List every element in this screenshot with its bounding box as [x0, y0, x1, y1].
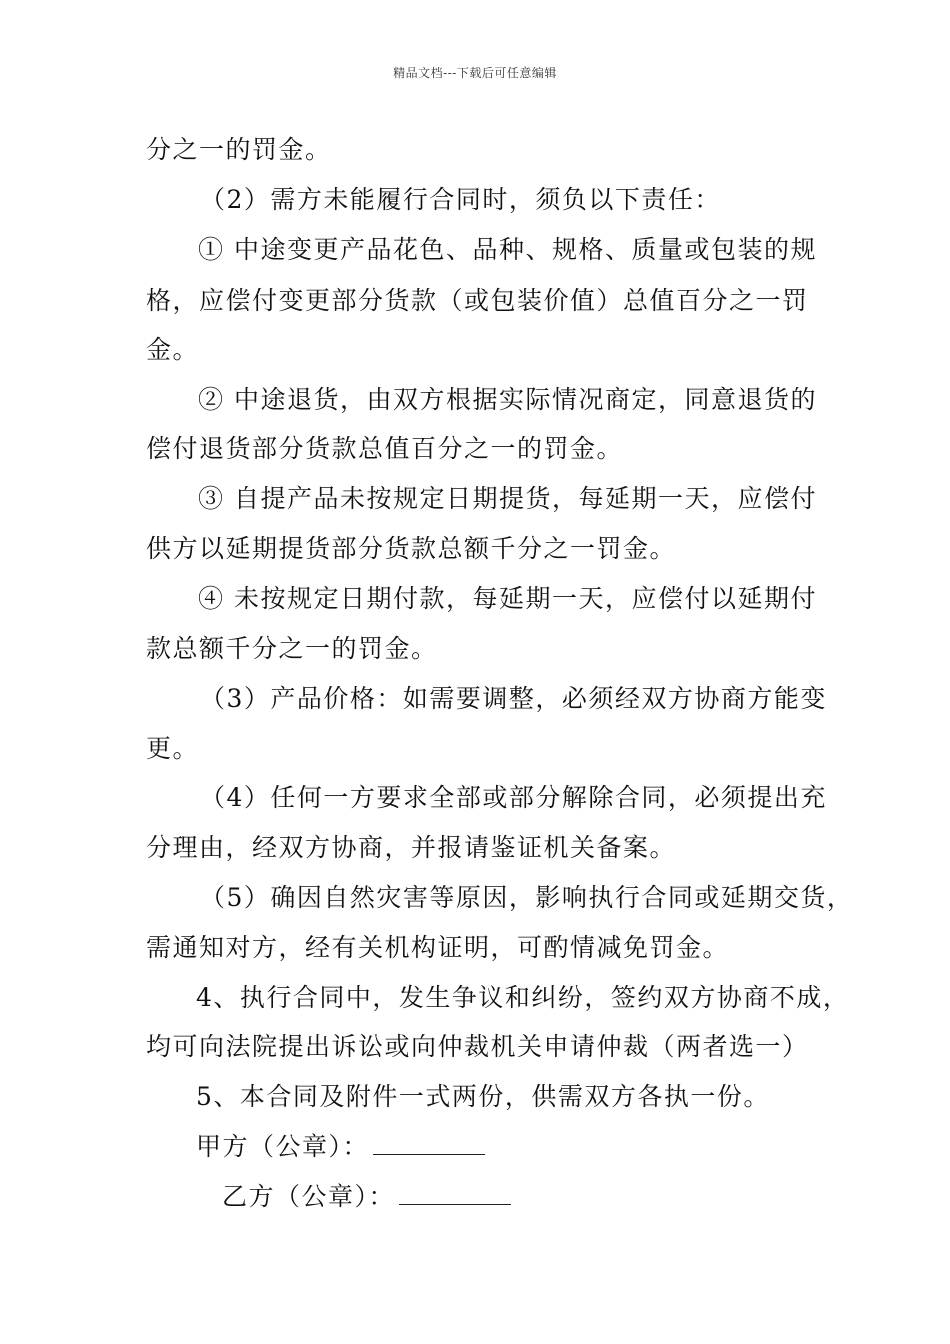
body-line: 金。: [146, 335, 200, 364]
body-line: ② 中途退货，由双方根据实际情况商定，同意退货的: [198, 385, 817, 414]
body-line: 分之一的罚金。: [146, 135, 332, 164]
body-line: （2）需方未能履行合同时，须负以下责任：: [200, 185, 721, 214]
party-a-signature: [196, 1130, 485, 1164]
page-header: 精品文档---下载后可任意编辑: [393, 66, 557, 80]
body-line: 均可向法院提出诉讼或向仲裁机关申请仲裁（两者选一）: [146, 1032, 809, 1061]
body-line: （3）产品价格：如需要调整，必须经双方协商方能变: [200, 684, 827, 713]
party-b-label: 乙方（公章）：: [222, 1182, 396, 1211]
body-line: 供方以延期提货部分货款总额千分之一罚金。: [146, 534, 677, 563]
body-line: 需通知对方，经有关机构证明，可酌情减免罚金。: [146, 933, 730, 962]
party-b-blank: [399, 1182, 511, 1205]
body-line: ① 中途变更产品花色、品种、规格、质量或包装的规: [198, 235, 817, 264]
body-line: 更。: [146, 734, 200, 763]
body-line: 偿付退货部分货款总值百分之一的罚金。: [146, 434, 624, 463]
body-line: ③ 自提产品未按规定日期提货，每延期一天，应偿付: [198, 484, 817, 513]
body-line: （4）任何一方要求全部或部分解除合同，必须提出充: [200, 783, 827, 812]
party-a-blank: [373, 1132, 485, 1155]
body-line: 分理由，经双方协商，并报请鉴证机关备案。: [146, 833, 677, 862]
body-line: 格，应偿付变更部分货款（或包装价值）总值百分之一罚: [146, 286, 809, 315]
body-line: 5、本合同及附件一式两份，供需双方各执一份。: [196, 1082, 770, 1111]
body-line: 款总额千分之一的罚金。: [146, 634, 438, 663]
party-b-signature: [222, 1180, 511, 1214]
party-a-label: 甲方（公章）：: [196, 1132, 370, 1161]
body-line: 4、执行合同中，发生争议和纠纷，签约双方协商不成，: [196, 983, 850, 1012]
body-line: （5）确因自然灾害等原因，影响执行合同或延期交货，: [200, 883, 854, 912]
body-line: ④ 未按规定日期付款，每延期一天，应偿付以延期付: [198, 584, 817, 613]
